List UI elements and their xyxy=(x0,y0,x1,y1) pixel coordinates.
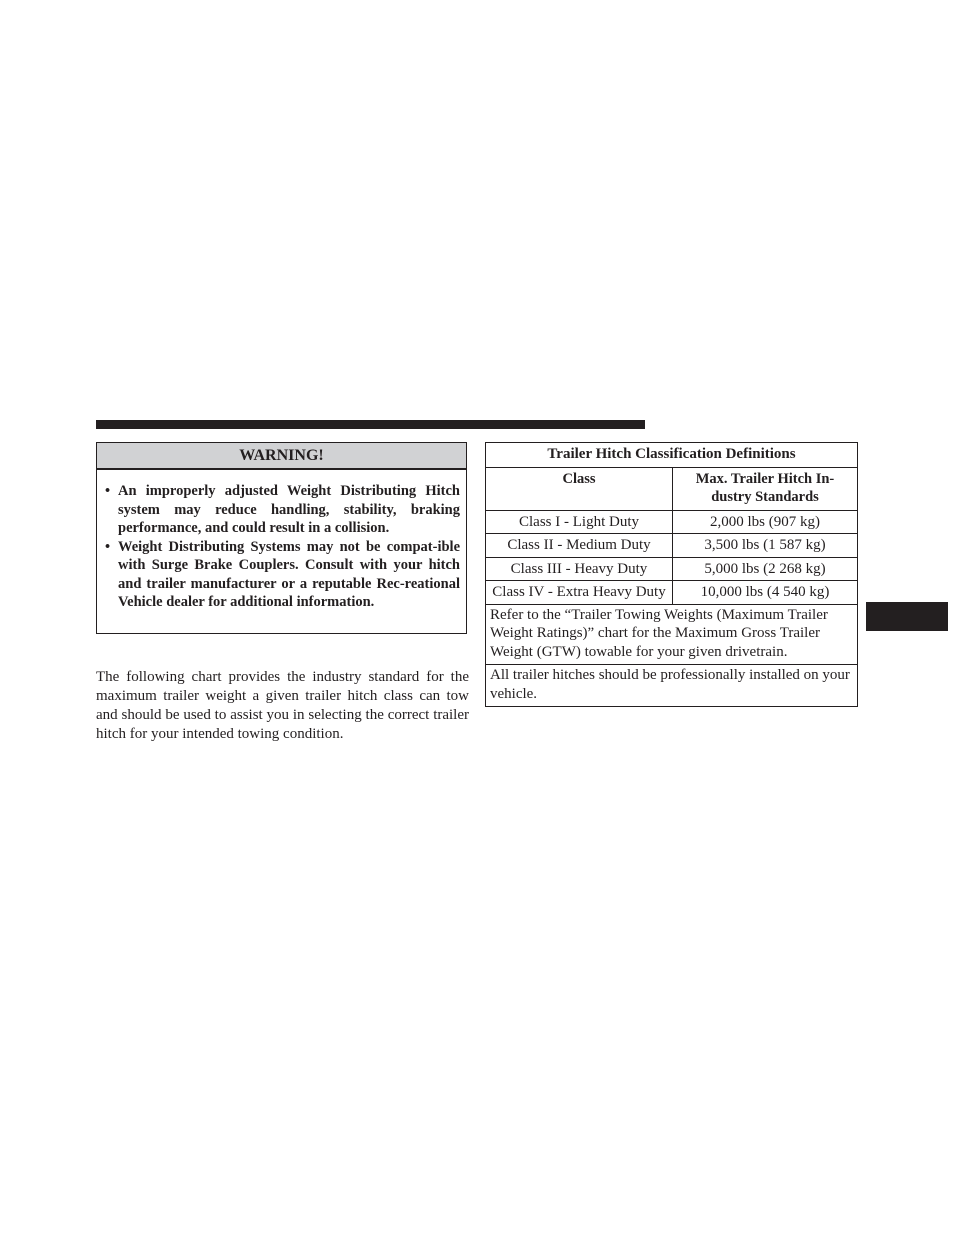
hitch-classification-table xyxy=(485,442,858,707)
weight-cell: 5,000 lbs (2 268 kg) xyxy=(673,557,858,581)
section-divider-bar xyxy=(96,420,645,429)
table-row xyxy=(486,557,858,581)
table-header-row xyxy=(486,467,858,510)
bullet-icon: • xyxy=(105,483,111,499)
table-title: Trailer Hitch Classification Definitions xyxy=(486,443,858,468)
class-cell: Class II - Medium Duty xyxy=(486,534,673,558)
column-header-class: Class xyxy=(486,467,673,510)
intro-paragraph: The following chart provides the industry standard for the maximum trailer weight a given trailer hitch class can tow and should be used to assist you in selecting the correct trailer hitch for your intended towing condition. xyxy=(96,669,469,742)
warning-box xyxy=(96,442,467,634)
weight-cell: 3,500 lbs (1 587 kg) xyxy=(673,534,858,558)
warning-list xyxy=(97,470,466,612)
warning-title: WARNING! xyxy=(97,443,466,470)
warning-item: • An improperly adjusted Weight Distributing Hitch system may reduce handling, stability, braking performance, and could result in a collision. xyxy=(105,483,460,536)
column-header-max-weight: Max. Trailer Hitch In-dustry Standards xyxy=(673,467,858,510)
section-tab-marker xyxy=(866,602,948,631)
class-cell: Class III - Heavy Duty xyxy=(486,557,673,581)
table-note-row xyxy=(486,604,858,665)
table-note: All trailer hitches should be professionally installed on your vehicle. xyxy=(486,665,858,707)
table-note-row xyxy=(486,665,858,707)
table-row xyxy=(486,510,858,534)
class-cell: Class I - Light Duty xyxy=(486,510,673,534)
table-row xyxy=(486,581,858,605)
warning-item: • Weight Distributing Systems may not be compat-ible with Surge Brake Couplers. Consult with your hitch and trailer manufacturer or a reputable Rec-reational Vehicle dealer for additional information. xyxy=(105,538,460,610)
weight-cell: 2,000 lbs (907 kg) xyxy=(673,510,858,534)
class-cell: Class IV - Extra Heavy Duty xyxy=(486,581,673,605)
table-note: Refer to the “Trailer Towing Weights (Maximum Trailer Weight Ratings)” chart for the Maximum Gross Trailer Weight (GTW) towable for your given drivetrain. xyxy=(486,604,858,665)
weight-cell: 10,000 lbs (4 540 kg) xyxy=(673,581,858,605)
bullet-icon: • xyxy=(105,538,111,555)
table-row xyxy=(486,534,858,558)
